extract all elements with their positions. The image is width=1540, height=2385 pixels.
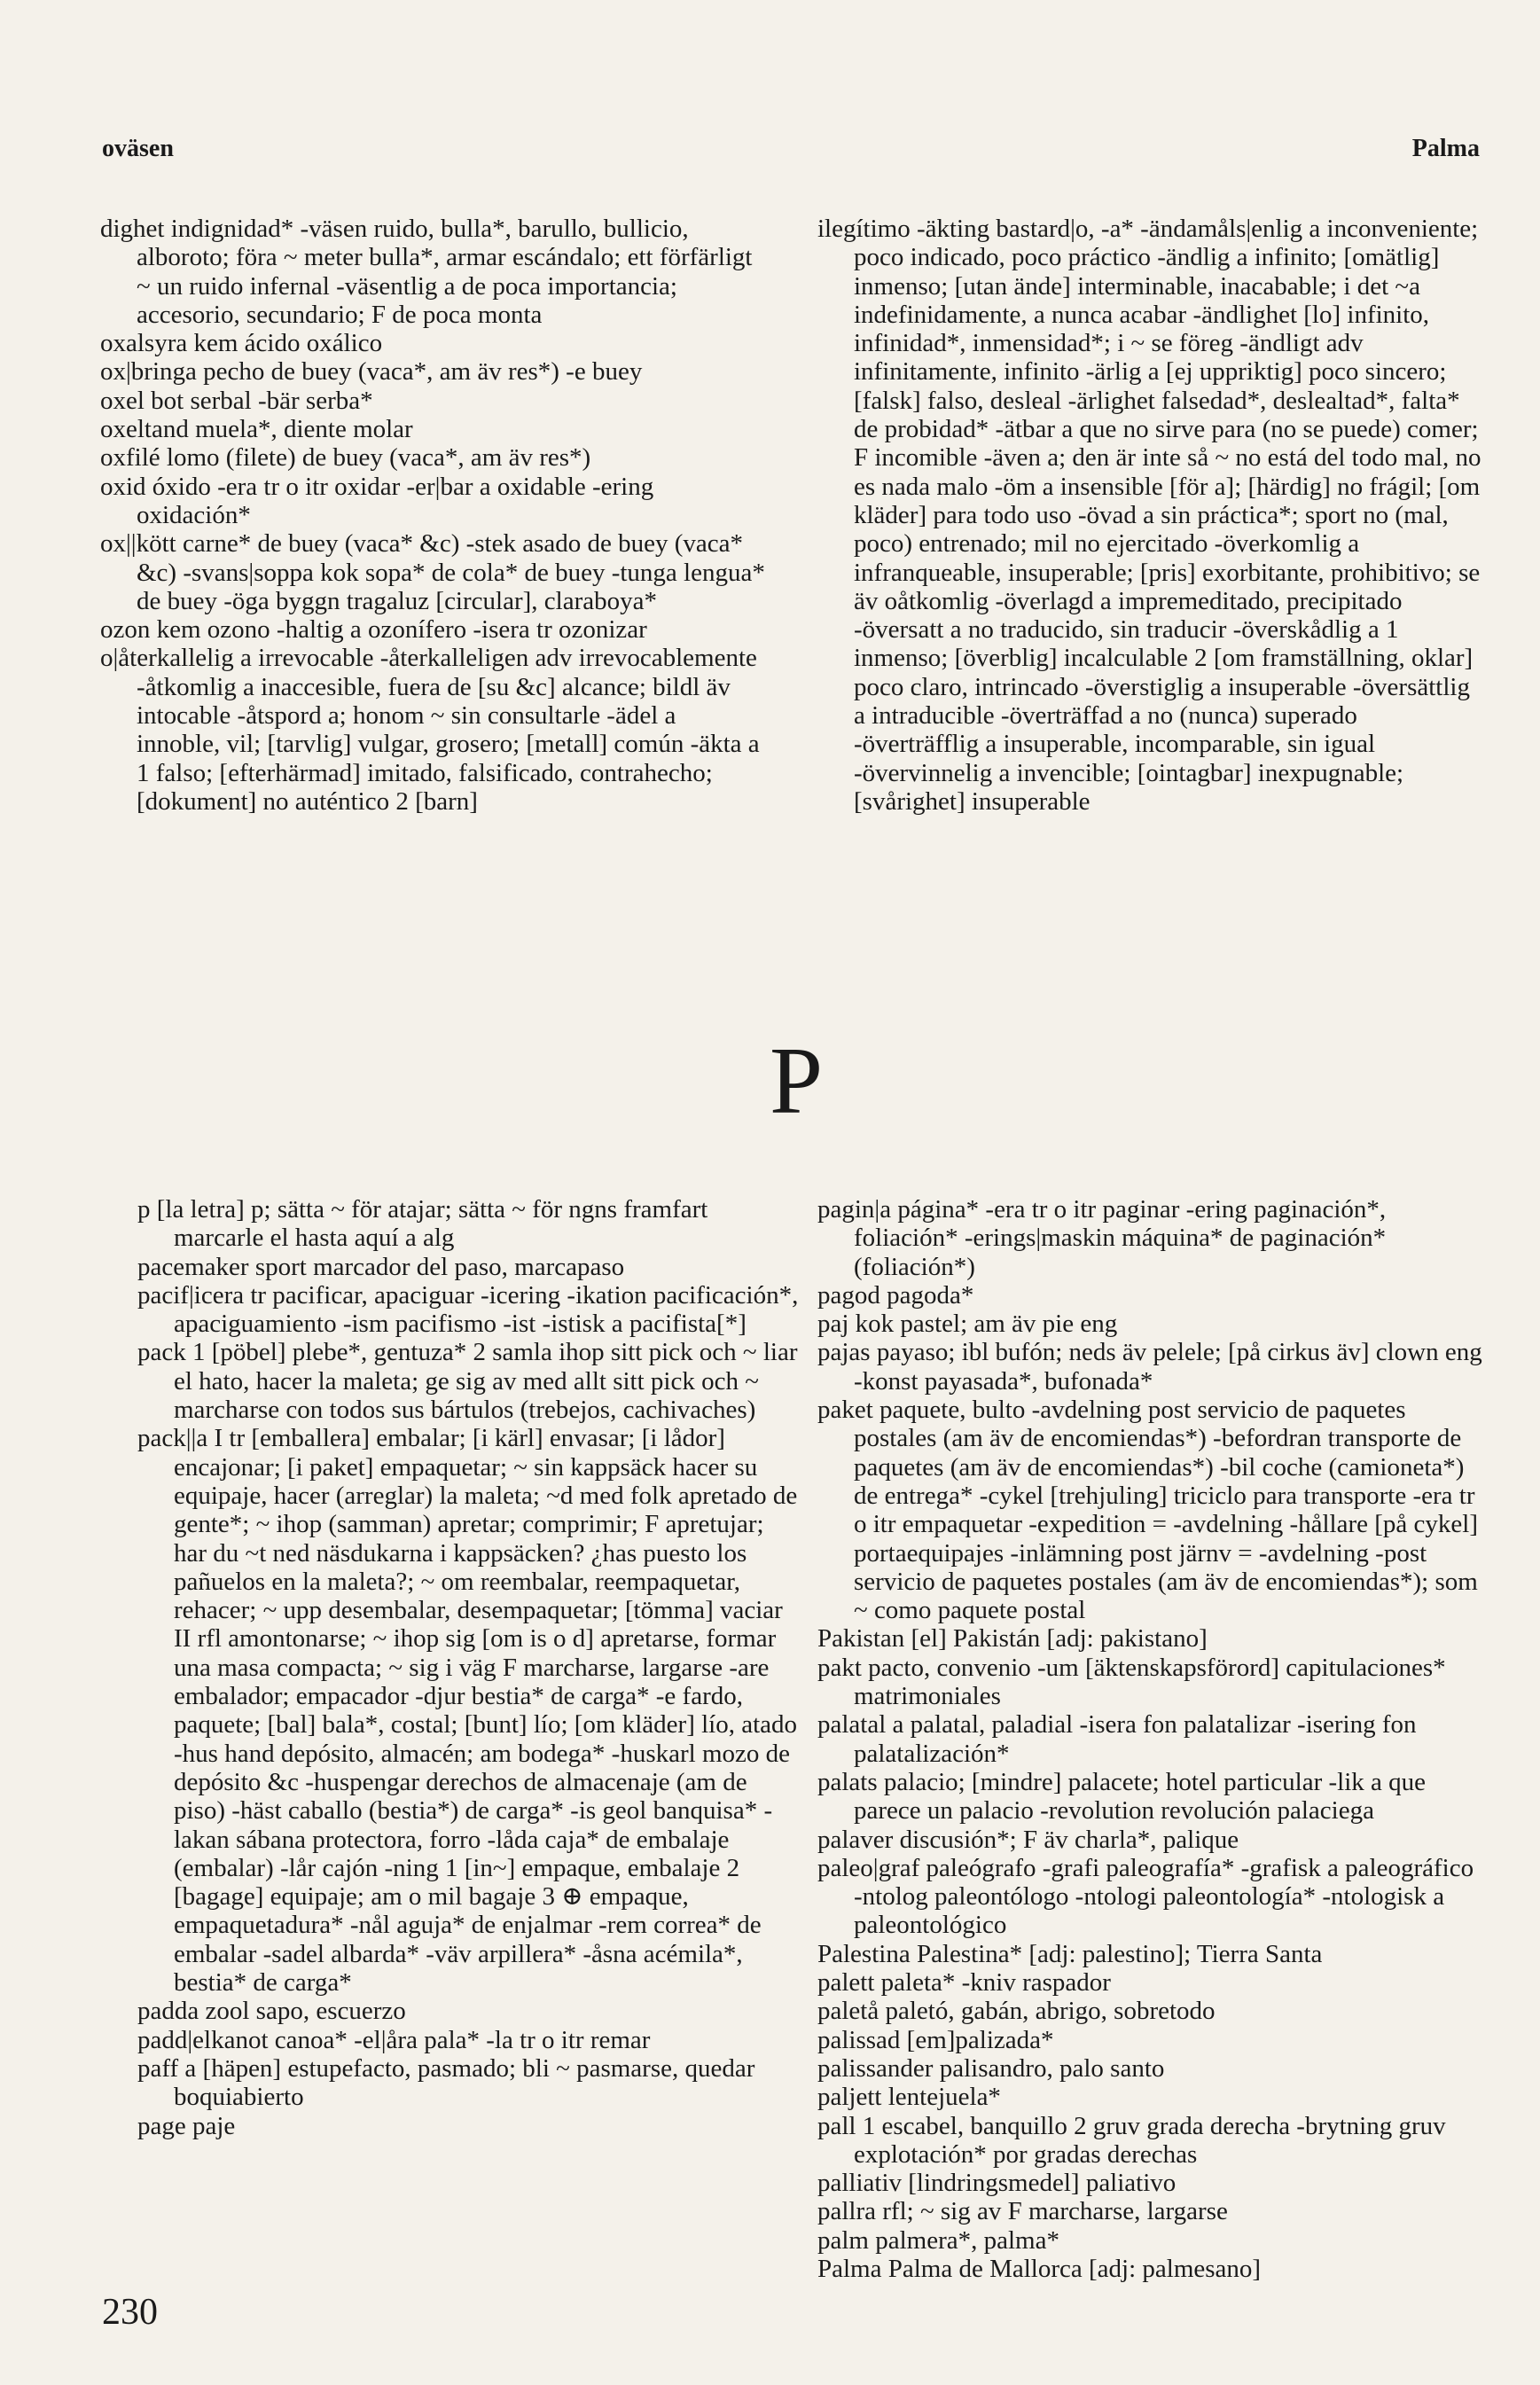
dictionary-entry: page paje — [137, 2111, 236, 2140]
page-number: 230 — [102, 2292, 158, 2333]
dictionary-entry: oxeltand muela*, diente molar — [100, 415, 413, 444]
dictionary-entry: Palestina Palestina* [adj: palestino]; Tierra Santa — [817, 1939, 1323, 1968]
dictionary-entry: palaver discusión*; F äv charla*, palique — [817, 1825, 1239, 1854]
dictionary-entry: ox|bringa pecho de buey (vaca*, am äv res*) -e buey — [100, 357, 643, 387]
dictionary-entry: oxalsyra kem ácido oxálico — [100, 329, 383, 358]
dictionary-entry: ox||kött carne* de buey (vaca* &c) -stek asado de buey (vaca* &c) -svans|soppa kok sopa* de cola* de buey -tunga lengua* de buey -öga byggn tragaluz [circular], claraboya* — [100, 529, 765, 615]
dictionary-entry: palett paleta* -kniv raspador — [817, 1968, 1111, 1998]
section-letter: P — [770, 1028, 824, 1134]
dictionary-entry: ozon kem ozono -haltig a ozonífero -isera tr ozonizar — [100, 615, 647, 645]
dictionary-entry: paletå paletó, gabán, abrigo, sobretodo — [817, 1997, 1216, 2026]
dictionary-entry: padda zool sapo, escuerzo — [137, 1997, 406, 2026]
dictionary-entry: paljett lentejuela* — [817, 2083, 1001, 2112]
dictionary-entry: oxid óxido -era tr o itr oxidar -er|bar a oxidable -ering oxidación* — [100, 472, 654, 529]
running-head-left: oväsen — [102, 135, 174, 162]
dictionary-entry: pagod pagoda* — [817, 1280, 974, 1310]
dictionary-entry: palissad [em]palizada* — [817, 2025, 1054, 2054]
dictionary-entry: paleo|graf paleógrafo -grafi paleografía* -grafisk a paleográfico -ntolog paleontólogo -ntologi paleontología* -ntologisk a paleontológico — [817, 1853, 1474, 1940]
dictionary-entry: o|återkallelig a irrevocable -återkalleligen adv irrevocablemente -åtkomlig a inaccesible, fuera de [su &c] alcance; bildl äv intocable -åtspord a; honom ~ sin consultarle -ädel a innoble, vil; [tarvlig] vulgar, grosero; [metall] común -äkta a 1 falso; [efterhärmad] imitado, falsificado, contrahecho; [dokument] no auténtico 2 [barn] — [100, 644, 760, 816]
column-bottom-right — [817, 1195, 1482, 2283]
dictionary-entry: dighet indignidad* -väsen ruido, bulla*, barullo, bullicio, alboroto; föra ~ meter bulla*, armar escándalo; ett förfärligt ~ un ruido infernal -väsentlig a de poca importancia; accesorio, secundario; F de poca monta — [100, 215, 753, 329]
dictionary-entry: oxel bot serbal -bär serba* — [100, 386, 373, 415]
dictionary-entry: ilegítimo -äkting bastard|o, -a* -ändamåls|enlig a inconveniente; poco indicado, poco práctico -ändlig a infinito; [omätlig] inmenso; [utan ände] interminable, inacabable; i det ~a indefinidamente, a nunca acabar -ändlighet [lo] infinito, infinidad*, inmensidad*; i ~ se föreg -ändligt adv infinitamente, infinito -ärlig a [ej uppriktig] poco sincero; [falsk] falso, desleal -ärlighet falsedad*, deslealtad*, falta* de probidad* -ätbar a que no sirve para (no se puede) comer; F incomible -även a; den är inte så ~ no está del todo mal, no es nada malo -öm a insensible [för a]; [härdig] no frágil; [om kläder] para todo uso -övad a sin práctica*; sport no (mal, poco) entrenado; mil no ejercitado -överkomlig a infranqueable, insuperable; [pris] exorbitante, prohibitivo; se äv oåtkomlig -överlagd a impremeditado, precipitado -översatt a no traducido, sin traducir -överskådlig a 1 inmenso; [överblig] incalculable 2 [om framställning, oklar] poco claro, intrincado -överstiglig a insuperable -översättlig a intraducible -överträffad a no (nunca) superado -överträfflig a insuperable, incomparable, sin igual -övervinnelig a invencible; [ointagbar] inexpugnable; [svårighet] insuperable — [817, 215, 1481, 816]
dictionary-entry: palats palacio; [mindre] palacete; hotel particular -lik a que parece un palacio -revolution revolución palaciega — [817, 1767, 1427, 1826]
running-head-right: Palma — [1411, 135, 1480, 162]
dictionary-entry: pakt pacto, convenio -um [äktenskapsförord] capitulaciones* matrimoniales — [817, 1653, 1446, 1711]
dictionary-entry: pall 1 escabel, banquillo 2 gruv grada derecha -brytning gruv explotación* por gradas derechas — [817, 2111, 1446, 2169]
dictionary-entry: palatal a palatal, paladial -isera fon palatalizar -isering fon palatalización* — [817, 1710, 1417, 1768]
dictionary-entry: pajas payaso; ibl bufón; neds äv pelele; [på cirkus äv] clown eng -konst payasada*, bufonada* — [817, 1338, 1482, 1396]
dictionary-entry: palissander palisandro, palo santo — [817, 2053, 1165, 2083]
dictionary-entry: oxfilé lomo (filete) de buey (vaca*, am äv res*) — [100, 443, 591, 473]
dictionary-entry: pack||a I tr [emballera] embalar; [i kärl] envasar; [i lådor] encajonar; [i paket] empaquetar; ~ sin kappsäck hacer su equipaje, hacer (arreglar) la maleta; ~d med folk apretado de gente*; ~ ihop (samman) apretar; comprimir; F apretujar; har du ~t ned näsdukarna i kappsäcken? ¿has puesto los pañuelos en la maleta?; ~ om reembalar, reempaquetar, rehacer; ~ upp desembalar, desempaquetar; [tömma] vaciar II rfl amontonarse; ~ ihop sig [om is o d] apretarse, formar una masa compacta; ~ sig i väg F marcharse, largarse -are embalador; empacador -djur bestia* de carga* -e fardo, paquete; [bal] bala*, costal; [bunt] lío; [om kläder] lío, atado -hus hand depósito, almacén; am bodega* -huskarl mozo de depósito &c -huspengar derechos de almacenaje (am de piso) -häst caballo (bestia*) de carga* -is geol banquisa* -lakan sábana protectora, forro -låda caja* de embalaje (embalar) -lår cajón -ning 1 [in~] empaque, embalaje 2 [bagage] equipaje; am o mil bagaje 3 ⊕ empaque, empaquetadura* -nål aguja* de enjalmar -rem correa* de embalar -sadel albarda* -väv arpillera* -åsna acémila*, bestia* de carga* — [137, 1424, 798, 1998]
dictionary-entry: paff a [häpen] estupefacto, pasmado; bli ~ pasmarse, quedar boquiabierto — [137, 2053, 755, 2112]
dictionary-entry: paket paquete, bulto -avdelning post servicio de paquetes postales (am äv de encomiendas*) -befordran transporte de paquetes (am äv de encomiendas*) -bil coche (camioneta*) de entrega* -cykel [trehjuling] triciclo para transporte -era tr o itr empaquetar -expedition = -avdelning -hållare [på cykel] portaequipajes -inlämning post järnv = -avdelning -post servicio de paquetes postales (am äv de encomiendas*); som ~ como paquete postal — [817, 1396, 1479, 1625]
column-top-right — [817, 215, 1482, 816]
dictionary-entry: Pakistan [el] Pakistán [adj: pakistano] — [817, 1624, 1208, 1654]
dictionary-entry: palm palmera*, palma* — [817, 2225, 1059, 2255]
dictionary-entry: pacemaker sport marcador del paso, marcapaso — [137, 1252, 625, 1281]
dictionary-entry: pack 1 [pöbel] plebe*, gentuza* 2 samla ihop sitt pick och ~ liar el hato, hacer la maleta; ge sig av med allt sitt pick och ~ marcharse con todos sus bártulos (trebejos, cachivaches) — [137, 1338, 798, 1425]
dictionary-entry: palliativ [lindringsmedel] paliativo — [817, 2169, 1176, 2198]
dictionary-entry: paj kok pastel; am äv pie eng — [817, 1310, 1118, 1339]
dictionary-entry: padd|elkanot canoa* -el|åra pala* -la tr o itr remar — [137, 2025, 651, 2054]
dictionary-entry: pacif|icera tr pacificar, apaciguar -icering -ikation pacificación*, apaciguamiento -ism pacifismo -ist -istisk a pacifista[*] — [137, 1280, 799, 1339]
column-top-left — [100, 215, 765, 816]
dictionary-entry: Palma Palma de Mallorca [adj: palmesano] — [817, 2254, 1262, 2283]
column-bottom-left — [137, 1195, 802, 2140]
dictionary-entry: pallra rfl; ~ sig av F marcharse, largarse — [817, 2197, 1228, 2226]
dictionary-entry: p [la letra] p; sätta ~ för atajar; sätta ~ för ngns framfart marcarle el hasta aquí a alg — [137, 1195, 708, 1253]
dictionary-entry: pagin|a página* -era tr o itr paginar -ering paginación*, foliación* -erings|maskin máquina* de paginación* (foliación*) — [817, 1195, 1387, 1281]
